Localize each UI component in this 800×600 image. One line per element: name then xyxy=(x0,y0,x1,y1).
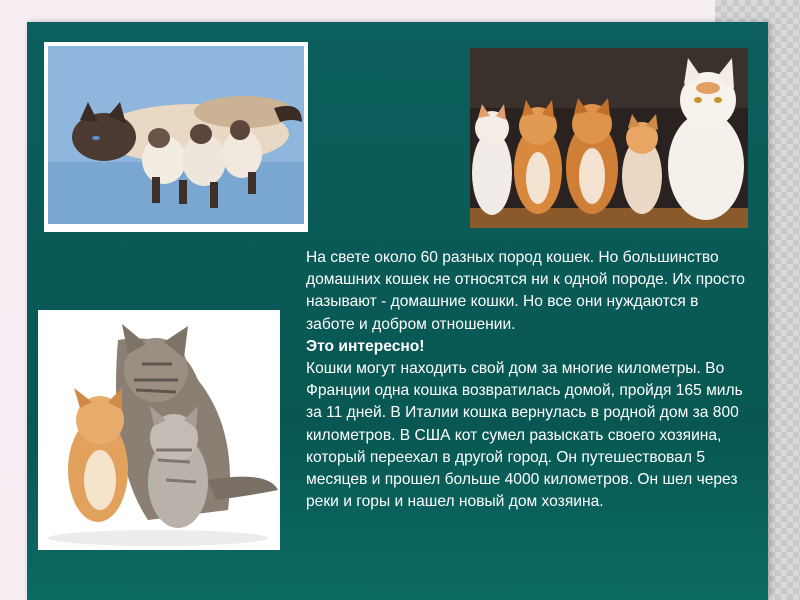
siamese-cat-photo xyxy=(44,42,308,232)
intro-paragraph: На свете около 60 разных пород кошек. Но большинство домашних кошек не относятся ни к одной породе. Их просто называют - домашние кошки. Но все они нуждаются в заботе и добром отношении. xyxy=(306,249,745,333)
interesting-heading: Это интересно! xyxy=(306,337,425,355)
tabby-cat-photo xyxy=(38,310,280,550)
facts-paragraph: Кошки могут находить свой дом за многие километры. Во Франции одна кошка возвратилась домой, пройдя 165 миль за 11 дней. В Италии кошка вернулась в родной дом за 800 километров. В США кот сумел разыскать своего хозяина, который переехал в другой город. Он путешествовал 5 месяцев и прошел больше 4000 километров. Он шел через реки и горы и нашел новый дом хозяина. xyxy=(306,360,743,511)
slide-text xyxy=(306,247,746,513)
ginger-kittens-photo xyxy=(470,48,748,228)
